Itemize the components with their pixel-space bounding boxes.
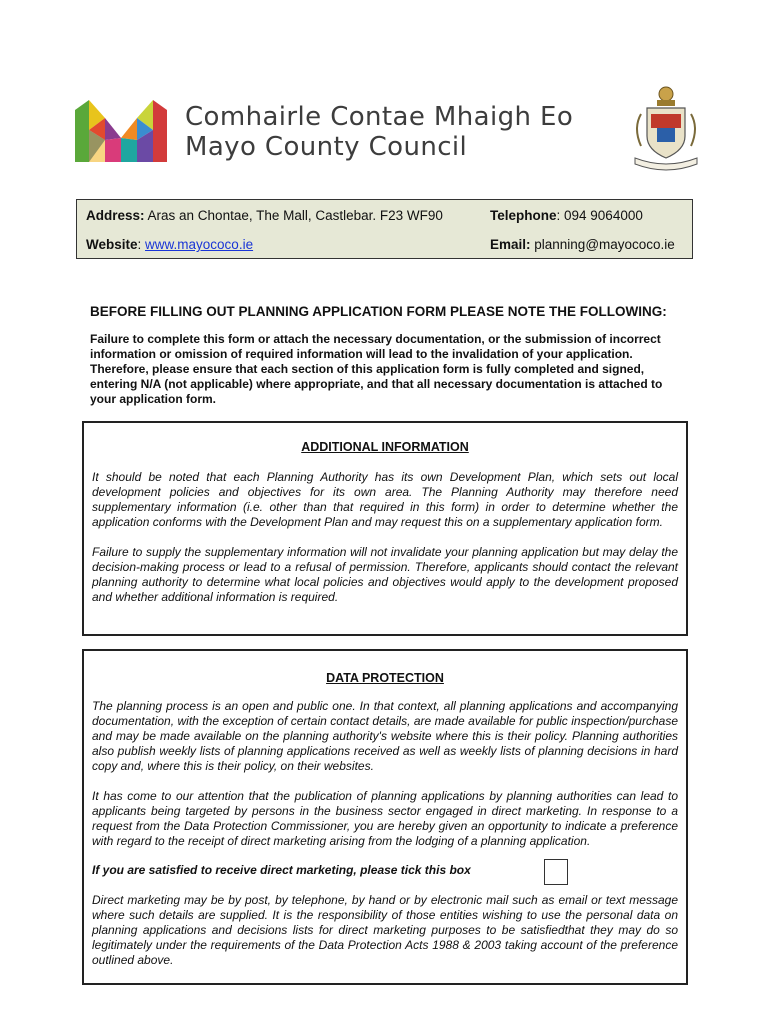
additional-information-title: ADDITIONAL INFORMATION	[301, 440, 469, 454]
council-name-irish: Comhairle Contae Mhaigh Eo	[185, 102, 574, 132]
email-value: planning@mayococo.ie	[530, 237, 675, 252]
council-name	[185, 102, 625, 162]
direct-marketing-tick-label: If you are satisfied to receive direct marketing, please tick this box	[92, 863, 471, 877]
additional-information-section	[82, 421, 688, 636]
council-crest-icon	[627, 84, 705, 172]
mayo-m-logo-icon	[75, 100, 167, 162]
telephone-cell	[490, 208, 643, 223]
website-separator: :	[137, 237, 146, 252]
direct-marketing-checkbox[interactable]	[544, 859, 568, 885]
telephone-label: Telephone	[490, 208, 557, 223]
address-value: Aras an Chontae, The Mall, Castlebar. F23 WF90	[144, 208, 443, 223]
data-protection-section	[82, 649, 688, 985]
website-label: Website	[86, 237, 138, 252]
notice-title: BEFORE FILLING OUT PLANNING APPLICATION FORM PLEASE NOTE THE FOLLOWING:	[90, 304, 667, 319]
email-label: Email:	[490, 237, 531, 252]
additional-information-paragraph-1: It should be noted that each Planning Authority has its own Development Plan, which sets out local development policies and objectives for its own area. The Planning Authority may therefore need supplementary information (i.e. other than that required in this form) in order to determine whether the application conforms with the Development Plan and may request this on a supplementary application form.	[92, 470, 678, 529]
data-protection-paragraph-1: The planning process is an open and public one. In that context, all planning applications and accompanying documentation, with the exception of certain contact details, are made available for public inspection/purchase and may be made available on the planning authority's website where this is their policy. Planning authorities also publish weekly lists of planning applications received as well as weekly lists of planning decisions in hard copy and, where this is their policy, on their websites.	[92, 699, 678, 773]
address-label: Address:	[86, 208, 145, 223]
data-protection-paragraph-3: Direct marketing may be by post, by telephone, by hand or by electronic mail such as email or text message where such details are supplied. It is the responsibility of those entities wishing to use the personal data on planning applications and decisions lists for direct marketing purposes to be satisfiedthat they may do so legitimately under the requirements of the Data Protection Acts 1988 & 2003 taking account of the preference outlined above.	[92, 893, 678, 967]
email-cell	[490, 237, 675, 252]
data-protection-paragraph-2: It has come to our attention that the publication of planning applications by planning authorities can lead to applicants being targeted by persons in the business sector engaged in direct marketing. In response to a request from the Data Protection Commissioner, you are hereby given an opportunity to indicate a preference with regard to the receipt of direct marketing arising from the lodging of a planning application.	[92, 789, 678, 848]
council-name-english: Mayo County Council	[185, 132, 468, 162]
telephone-value: : 094 9064000	[556, 208, 643, 223]
contact-details-table	[76, 199, 693, 259]
website-cell	[86, 237, 253, 252]
notice-body: Failure to complete this form or attach the necessary documentation, or the submission of incorrect information or omission of required information will lead to the invalidation of your application. Therefore, please ensure that each section of this application form is fully completed and signed, entering N/A (not applicable) where appropriate, and that all necessary documentation is attached to your application form.	[90, 332, 663, 406]
website-link[interactable]: www.mayococo.ie	[145, 237, 254, 252]
additional-information-paragraph-2: Failure to supply the supplementary information will not invalidate your planning application but may delay the decision-making process or lead to a refusal of permission. Therefore, applicants should contact the relevant planning authority to determine what local policies and objectives would apply to the development proposed and whether additional information is required.	[92, 545, 678, 604]
address-cell	[86, 208, 443, 223]
data-protection-title: DATA PROTECTION	[326, 671, 444, 685]
header	[75, 92, 705, 172]
